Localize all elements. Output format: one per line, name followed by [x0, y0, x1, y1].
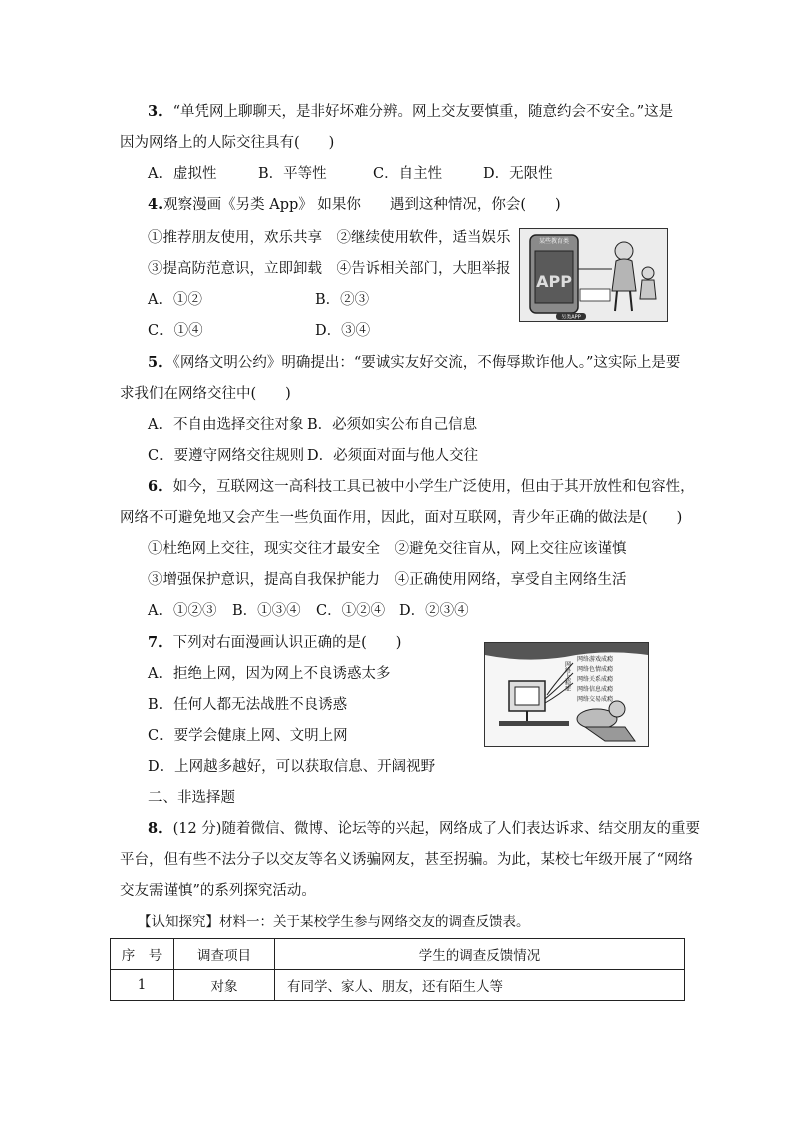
table-row [111, 970, 685, 1001]
q4-option-b: B．②③ [315, 292, 370, 308]
q4-option-c: C．①④ [148, 323, 203, 339]
addiction-label-2: 网络色情成瘾 [577, 666, 614, 673]
q7-cartoon-image [484, 642, 649, 747]
section-heading: 二、非选择题 [148, 790, 235, 806]
q6-item-1: ①杜绝网上交往，现实交往才最安全 ②避免交往盲从，网上交往应该谨慎 [148, 541, 627, 557]
table-header-cell: 调查项目 [174, 939, 275, 970]
q4-option-d: D．③④ [315, 323, 371, 339]
q8-line3: 交友需谨慎”的系列探究活动。 [120, 883, 316, 899]
q3-option-d: D．无限性 [483, 166, 553, 182]
q7-option-d: D．上网越多越好，可以获取信息、开阔视野 [148, 759, 436, 775]
table-header-row [111, 939, 685, 970]
q3-line1: 3．“单凭网上聊聊天，是非好坏难分辨。网上交友要慎重，随意约会不安全。”这是 [148, 103, 674, 120]
q6-option-d: D．②③④ [399, 603, 469, 619]
cartoon-caption: 另类APP [561, 314, 581, 321]
addiction-label-5: 网络交易成瘾 [577, 696, 614, 703]
q5-option-b: B．必须如实公布自己信息 [307, 417, 478, 433]
table-cell: 1 [111, 970, 174, 1001]
q6-item-2: ③增强保护意识，提高自我保护能力 ④正确使用网络，享受自主网络生活 [148, 572, 627, 588]
q7-option-b: B．任何人都无法战胜不良诱惑 [148, 697, 348, 713]
table-cell: 对象 [174, 970, 275, 1001]
table-header-cell: 学生的调查反馈情况 [275, 939, 685, 970]
q6-option-a: A．①②③ [148, 603, 217, 619]
q3-option-b: B．平等性 [258, 166, 327, 182]
q3-option-c: C．自主性 [373, 166, 443, 182]
phone-label: 某些教育类 [538, 238, 570, 245]
q3-line2: 因为网络上的人际交往具有( ) [120, 135, 335, 151]
q8-line1: 8．(12 分)随着微信、微博、论坛等的兴起，网络成了人们表达诉求、结交朋友的重要 [148, 820, 700, 837]
q4-item-2: ③提高防范意识，立即卸载 ④告诉相关部门，大胆举报 [148, 261, 511, 277]
q4-item-1: ①推荐朋友使用，欢乐共享 ②继续使用软件，适当娱乐 [148, 230, 511, 246]
addiction-label-4: 网络信息成瘾 [577, 686, 614, 693]
q7-option-c: C．要学会健康上网、文明上网 [148, 728, 348, 744]
q6-option-c: C．①②④ [316, 603, 386, 619]
q7-option-a: A．拒绝上网，因为网上不良诱惑太多 [148, 666, 391, 682]
table-header-cell: 序 号 [111, 939, 174, 970]
q5-option-a: A．不自由选择交往对象 [148, 417, 304, 433]
addiction-label-1: 网络游戏成瘾 [577, 656, 614, 663]
q8-material-hint: 【认知探究】材料一：关于某校学生参与网络交友的调查反馈表。 [138, 914, 530, 930]
cartoon-app-illustration [520, 229, 667, 321]
q6-option-b: B．①③④ [232, 603, 301, 619]
q6-line2: 网络不可避免地又会产生一些负面作用，因此，面对互联网，青少年正确的做法是( ) [120, 510, 683, 526]
addiction-label-3: 网络关系成瘾 [577, 676, 614, 683]
addiction-side-label: 网络上瘾症 [563, 661, 571, 691]
q5-option-d: D．必须面对面与他人交往 [307, 448, 479, 464]
q4-option-a: A．①② [148, 292, 202, 308]
q4-stem: 4.观察漫画《另类 App》 如果你 遇到这种情况，你会( ) [148, 196, 561, 213]
phone-screen-text: APP [536, 272, 572, 291]
q8-line2: 平台，但有些不法分子以交友等名义诱骗网友，甚至拐骗。为此，某校七年级开展了“网络 [120, 852, 693, 868]
q5-line2: 求我们在网络交往中( ) [120, 386, 291, 402]
survey-table [110, 938, 685, 1001]
table-cell: 有同学、家人、朋友，还有陌生人等 [275, 970, 685, 1001]
q5-option-c: C．要遵守网络交往规则 [148, 448, 305, 464]
q5-line1: 5．《网络文明公约》明确提出：“要诚实友好交流，不侮辱欺诈他人。”这实际上是要 [148, 354, 681, 371]
cartoon-internet-addiction [485, 643, 648, 746]
q6-line1: 6．如今，互联网这一高科技工具已被中小学生广泛使用，但由于其开放性和包容性， [148, 478, 695, 495]
q3-option-a: A．虚拟性 [148, 166, 217, 182]
q7-stem: 7．下列对右面漫画认识正确的是( ) [148, 634, 402, 651]
q4-cartoon-image [519, 228, 668, 322]
